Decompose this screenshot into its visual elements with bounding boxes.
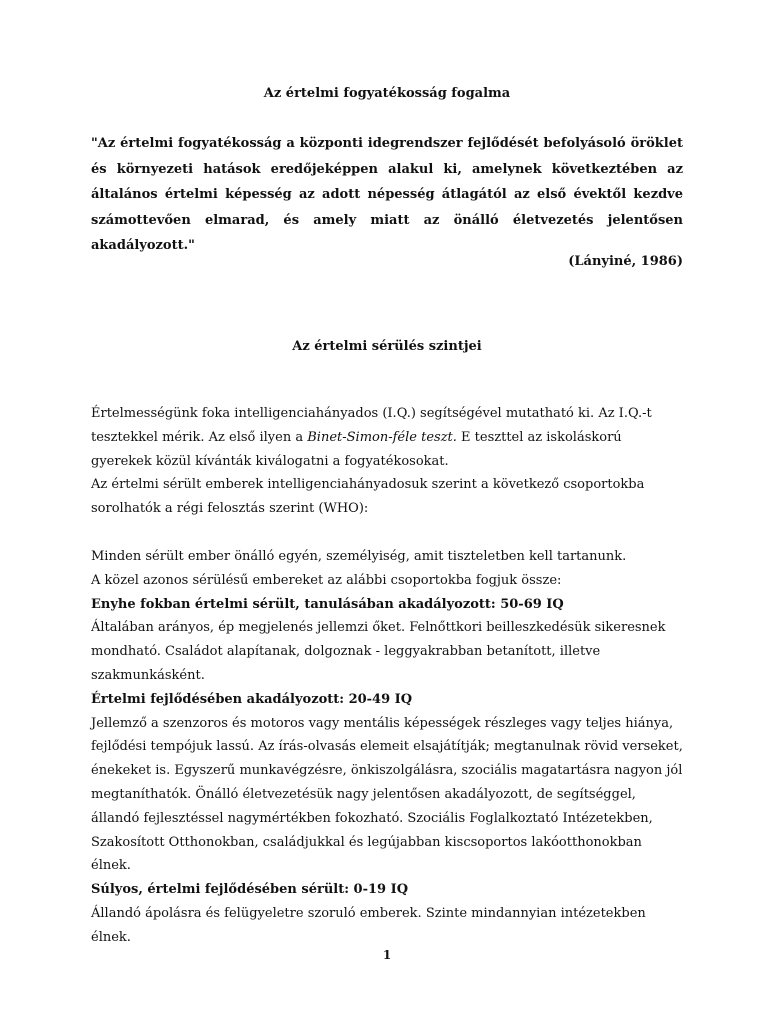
section-title: Az értelmi sérülés szintjei	[292, 339, 482, 354]
moderate-heading: Értelmi fejlődésében akadályozott: 20-49 IQ	[91, 691, 413, 707]
intro-section	[91, 402, 683, 521]
intro-paragraph-1: Értelmességünk foka intelligenciahányados (I.Q.) segítségével mutatható ki. Az I.Q.-t tesztekkel mérik. Az első ilyen a Binet-Simon-féle teszt. E teszttel az iskoláskorú gyerekek közül kívánták kiválogatni a fogyatékosokat.	[91, 406, 652, 469]
groups-section	[91, 545, 683, 950]
severe-text: Állandó ápolásra és felügyeletre szoruló emberek. Szinte mindannyian intézetekben élnek.	[91, 905, 646, 945]
moderate-text: Jellemző a szenzoros és motoros vagy mentális képességek részleges vagy teljes hiánya, fejlődési tempójuk lassú. Az írás-olvasás elemeit elsajátítják; megtanulnak rövid verseket, énekeket is. Egyszerű munkavégzésre, önkiszolgálásra, szociális magatartásra nagyon jól megtaníthatók. Önálló életvezetésük nagy jelentősen akadályozott, de segítséggel, állandó fejlesztéssel nagymértékben fokozható. Szociális Foglalkoztató Intézetekben, Szakosított Otthonokban, családjukkal és legújabban kiscsoportos lakóotthonokban élnek.	[91, 715, 683, 874]
groups-lead-1: Minden sérült ember önálló egyén, személyiség, amit tiszteletben kell tartanunk.	[91, 549, 627, 564]
quote-citation: (Lányiné, 1986)	[568, 254, 683, 269]
intro-paragraph-2: Az értelmi sérült emberek intelligenciahányadosuk szerint a következő csoportokba sorolhatók a régi felosztás szerint (WHO):	[91, 477, 645, 517]
definition-quote: "Az értelmi fogyatékosság a központi idegrendszer fejlődését befolyásoló öröklet és környezeti hatások eredőjeképpen alakul ki, amelynek következtében az általános értelmi képesség az adott népesség átlagától az első évektől kezdve számottevően elmarad, és amely miatt az önálló életvezetés jelentősen akadályozott."	[91, 136, 683, 253]
page-title: Az értelmi fogyatékosság fogalma	[263, 86, 511, 101]
page-number: 1	[382, 948, 392, 962]
test-name: Binet-Simon-féle teszt.	[307, 429, 457, 445]
mild-heading: Enyhe fokban értelmi sérült, tanulásában akadályozott: 50-69 IQ	[91, 596, 564, 612]
mild-text: Általában arányos, ép megjelenés jellemzi őket. Felnőttkori beilleszkedésük sikeresnek mondható. Családot alapítanak, dolgoznak - leggyakrabban betanított, illetve szakmunkásként.	[91, 620, 666, 683]
groups-lead-2: A közel azonos sérülésű embereket az alábbi csoportokba fogjuk össze:	[91, 572, 562, 588]
severe-heading: Súlyos, értelmi fejlődésében sérült: 0-19 IQ	[91, 882, 409, 898]
